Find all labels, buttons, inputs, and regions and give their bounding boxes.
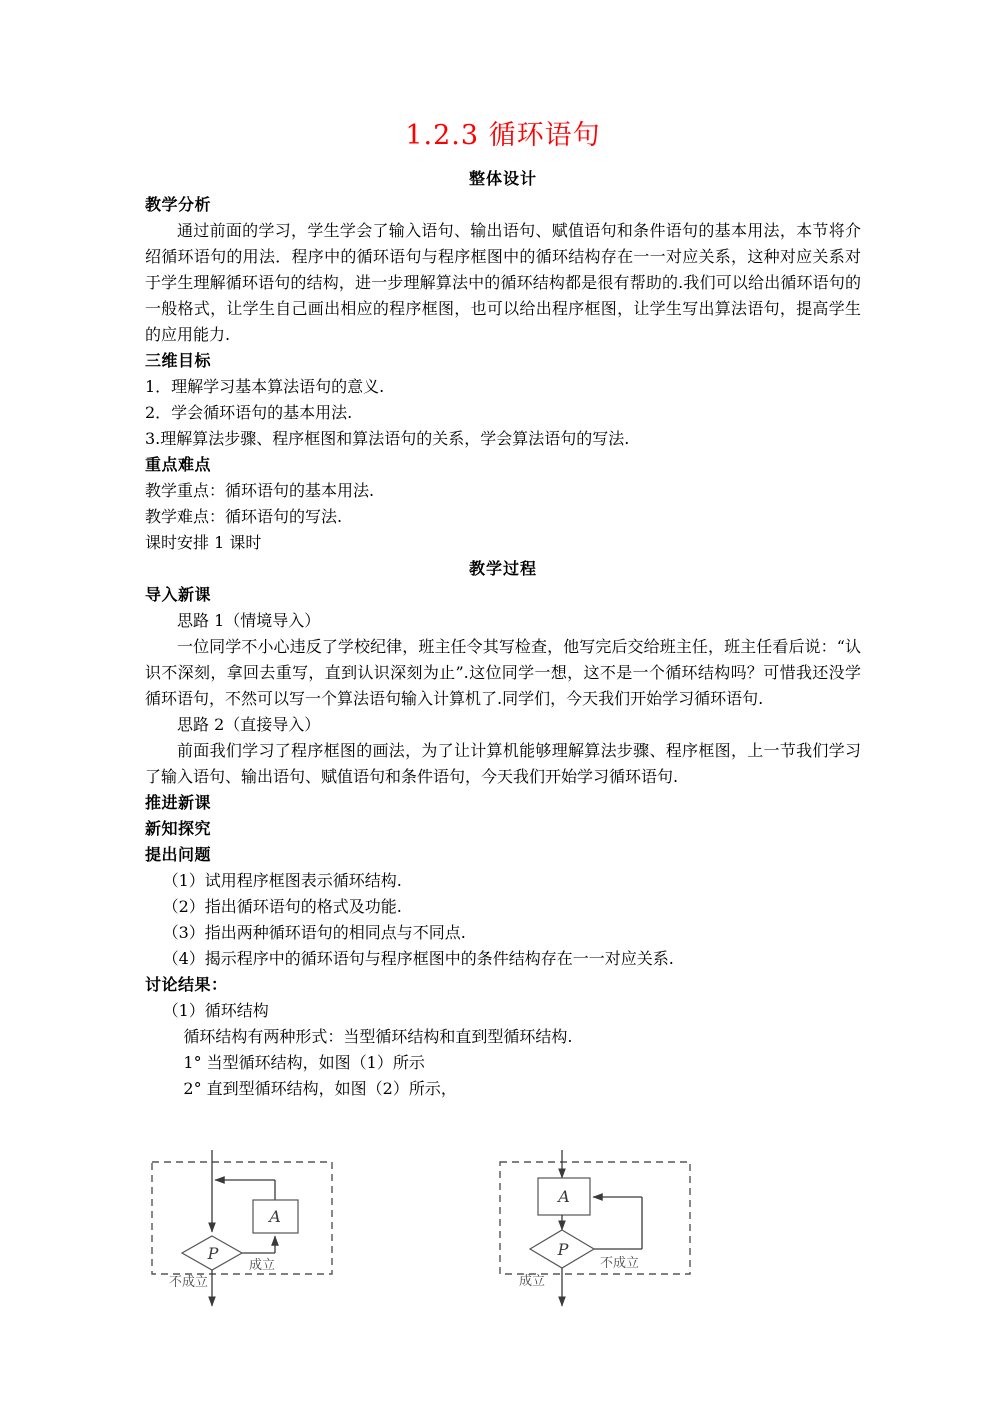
true-branch-label: 成立 — [249, 1258, 276, 1273]
question-item: （2）指出循环语句的格式及功能. — [162, 897, 402, 917]
heading-raise-questions: 提出问题 — [145, 845, 212, 865]
loop-boundary-dashed — [152, 1162, 332, 1274]
objective-item: 2．学会循环语句的基本用法. — [145, 403, 353, 423]
loop-boundary-dashed — [500, 1162, 690, 1274]
figure-1-svg — [145, 1150, 395, 1345]
question-item: （3）指出两种循环语句的相同点与不同点. — [162, 923, 466, 943]
false-branch-label: 不成立 — [600, 1256, 640, 1271]
idea-1-label: 思路 1（情境导入） — [177, 611, 321, 631]
paragraph-idea-2: 前面我们学习了程序框图的画法，为了让计算机能够理解算法步骤、程序框图，上一节我们学习了输入语句、输出语句、赋值语句和条件语句，今天我们开始学习循环语句. — [145, 741, 861, 787]
idea-2-label: 思路 2（直接导入） — [177, 715, 321, 735]
heading-discussion-results: 讨论结果： — [145, 975, 228, 995]
objective-item: 3.理解算法步骤、程序框图和算法语句的关系，学会算法语句的写法. — [145, 429, 630, 449]
heading-teaching-analysis: 教学分析 — [145, 195, 212, 215]
result-text-two-forms: 循环结构有两种形式：当型循环结构和直到型循环结构. — [183, 1027, 573, 1047]
document-body — [145, 120, 861, 1102]
figure-while-type-loop — [145, 1150, 395, 1349]
heading-key-points: 重点难点 — [145, 455, 212, 475]
paragraph-teaching-analysis: 通过前面的学习，学生学会了输入语句、输出语句、赋值语句和条件语句的基本用法，本节将介绍循环语句的用法．程序中的循环语句与程序框图中的循环结构存在一一对应关系，这种对应关系对于学生理解循环语句的结构，进一步理解算法中的循环结构都是很有帮助的.我们可以给出循环语句的一般格式，让学生自己画出相应的程序框图，也可以给出程序框图，让学生写出算法语句，提高学生的应用能力. — [145, 221, 861, 345]
result-text-while-type: 1° 当型循环结构，如图（1）所示 — [183, 1053, 425, 1073]
figure-2-svg — [490, 1150, 750, 1345]
objective-item: 1．理解学习基本算法语句的意义. — [145, 377, 385, 397]
figures-container — [145, 1150, 861, 1350]
process-box-label: A — [269, 1207, 281, 1226]
keypoint-item: 教学难点：循环语句的写法. — [145, 507, 343, 527]
question-item: （1）试用程序框图表示循环结构. — [162, 871, 402, 891]
true-branch-label: 成立 — [519, 1274, 546, 1289]
section-heading-overall: 整体设计 — [468, 169, 537, 189]
result-text-until-type: 2° 直到型循环结构，如图（2）所示， — [183, 1079, 457, 1099]
question-item: （4）揭示程序中的循环语句与程序框图中的条件结构存在一一对应关系. — [162, 949, 674, 969]
result-item-loop-structure: （1）循环结构 — [162, 1001, 269, 1021]
heading-advance-new-lesson: 推进新课 — [145, 793, 212, 813]
page-title: 1.2.3 循环语句 — [405, 120, 601, 151]
keypoint-item: 教学重点：循环语句的基本用法. — [145, 481, 375, 501]
heading-introduce-new-lesson: 导入新课 — [145, 585, 212, 605]
section-heading-process: 教学过程 — [468, 559, 537, 579]
paragraph-idea-1: 一位同学不小心违反了学校纪律，班主任令其写检查，他写完后交给班主任，班主任看后说：“认识不深刻，拿回去重写，直到认识深刻为止”.这位同学一想，这不是一个循环结构吗？可惜我还没学循环语句，不然可以写一个算法语句输入计算机了.同学们，今天我们开始学习循环语句. — [145, 637, 861, 709]
condition-label: P — [557, 1240, 569, 1259]
heading-three-dimensional-objectives: 三维目标 — [145, 351, 212, 371]
heading-new-knowledge-exploration: 新知探究 — [145, 819, 212, 839]
process-box-label: A — [558, 1187, 570, 1206]
figure-until-type-loop — [490, 1150, 750, 1349]
false-branch-label: 不成立 — [169, 1275, 209, 1290]
condition-label: P — [207, 1244, 219, 1263]
keypoint-item: 课时安排 1 课时 — [145, 533, 262, 553]
